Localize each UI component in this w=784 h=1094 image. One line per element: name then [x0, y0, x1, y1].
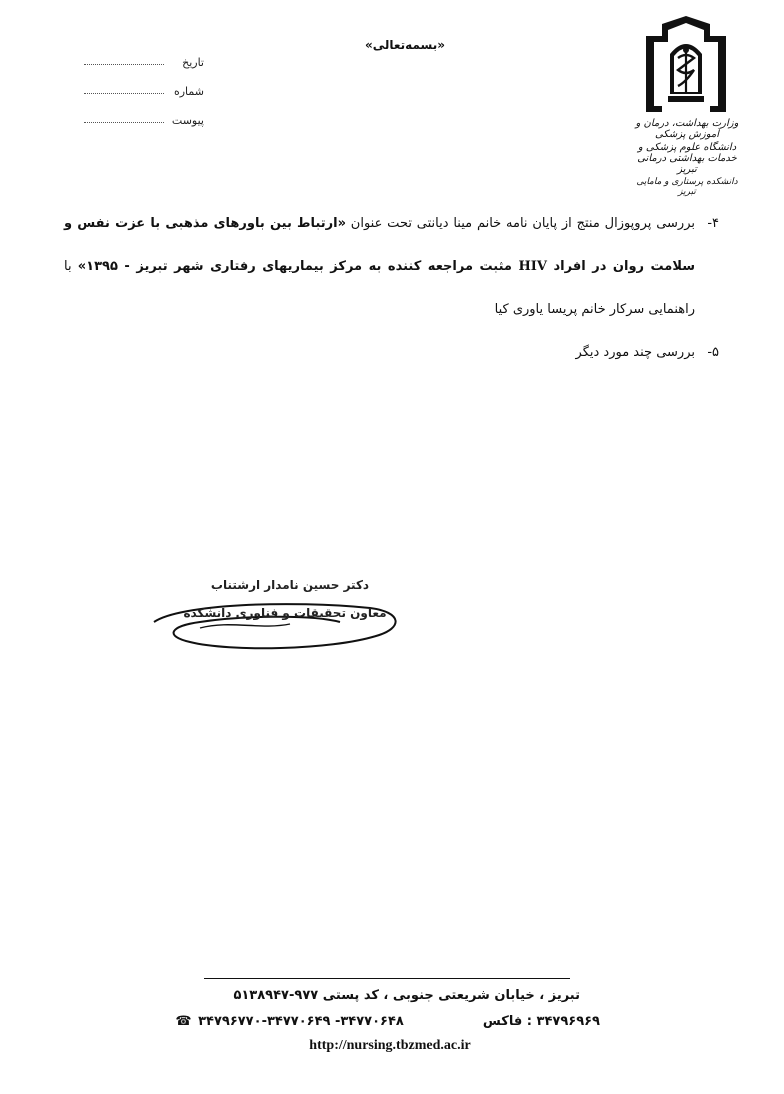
signatory-title: معاون تحقیقات و فناوری دانشکده	[183, 606, 387, 620]
agenda-item	[64, 202, 719, 331]
footer-divider	[204, 978, 570, 979]
agenda-item-number: ۵-	[707, 345, 719, 360]
footer-address: تبریز ، خیابان شریعتی جنوبی ، کد پستی ۹۷۷-۵۱۳۸۹۴۷	[233, 988, 580, 1003]
logo-text-line2: دانشگاه علوم پزشکی و خدمات بهداشتی درمانی تبریز	[637, 142, 737, 175]
footer-contact	[160, 1014, 600, 1029]
agenda-item	[64, 331, 719, 374]
logo-text-line1: وزارت بهداشت، درمان و آموزش پزشکی	[635, 118, 739, 140]
letter-meta-fields	[84, 40, 204, 127]
bismillah-heading: «بسمه‌تعالی»	[365, 38, 445, 52]
meta-label-date: تاریخ	[182, 56, 204, 69]
agenda-item-title-part1: «ارتباط بین باورهای مذهبی با عزت نفس و سلامت روان در افراد	[64, 216, 696, 274]
footer-phones: ۳۴۷۷۰۶۴۸- ۳۴۷۷۰۶۴۹-۳۴۷۹۶۷۷۰	[198, 1014, 404, 1029]
agenda-item-supervisor: با راهنمایی سرکار خانم پریسا یاوری کیا	[64, 259, 695, 317]
agenda-item-text	[64, 202, 695, 331]
agenda-item-title-hiv: HIV	[518, 259, 547, 274]
signature-block	[140, 570, 410, 670]
meta-label-attachment: پیوست	[171, 114, 204, 127]
signatory-name: دکتر حسین نامدار ارشتناب	[210, 578, 370, 592]
telephone-icon: ☎	[175, 1014, 192, 1029]
university-logo-text	[632, 118, 742, 197]
footer-website-link[interactable]: http://nursing.tbzmed.ac.ir	[309, 1038, 471, 1053]
footer-fax: ۳۴۷۹۶۹۶۹ : فاکس	[482, 1014, 600, 1029]
meta-field-date	[84, 40, 204, 69]
meta-dots-attachment	[84, 121, 164, 123]
agenda-item-text: بررسی چند مورد دیگر	[575, 345, 695, 360]
logo-text-line3: دانشکده پرستاری و مامایی تبریز	[636, 177, 738, 197]
meta-field-attachment	[84, 98, 204, 127]
agenda-item-title-part2: مثبت مراجعه کننده به مرکز بیماریهای رفتاری شهر تبریز - ۱۳۹۵»	[77, 259, 519, 274]
meta-dots-date	[84, 63, 164, 65]
meta-field-number	[84, 69, 204, 98]
agenda-items	[64, 202, 719, 374]
meta-dots-number	[84, 92, 164, 94]
agenda-item-text-a: بررسی پروپوزال منتج از پایان نامه خانم مینا دیانتی تحت عنوان	[345, 216, 695, 231]
meta-label-number: شماره	[173, 85, 204, 98]
agenda-item-number: ۴-	[707, 216, 719, 231]
